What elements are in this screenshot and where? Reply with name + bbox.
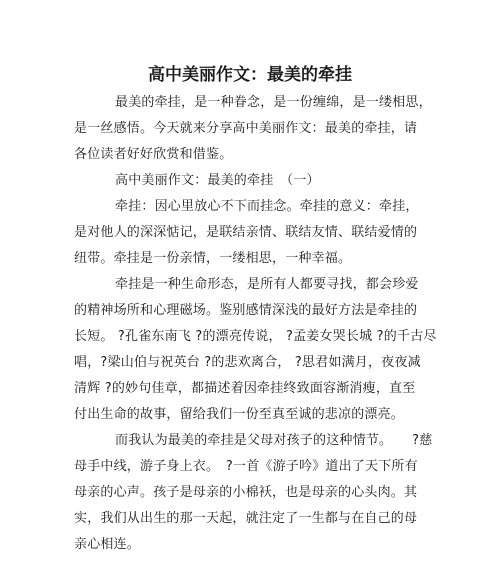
paragraph-line: 各位读者好好欣赏和借鉴。 [74, 147, 233, 162]
paragraph-line: 而我认为最美的牵挂是父母对孩子的这种情节。 ?慈 [115, 433, 433, 448]
paragraph-line: 付出生命的故事，留给我们一份至真至诚的悲凉的漂亮。 [74, 407, 405, 422]
paragraph-line: 唱，?梁山伯与祝英台 ?的悲欢离合， ?思君如满月，夜夜减 [74, 355, 421, 370]
paragraph-line: 是对他人的深深惦记，是联结亲情、联结友情、联结爱情的 [74, 225, 418, 240]
paragraph-line: 亲心相连。 [74, 537, 141, 552]
paragraph-line: 实，我们从出生的那一天起，就注定了一生都与在自己的母 [74, 511, 418, 526]
paragraph-line: 最美的牵挂，是一种眷念，是一份缠绵，是一缕相思， [115, 95, 432, 110]
paragraph-line: 母手中线，游子身上衣。 ?一首《游子吟》道出了天下所有 [74, 459, 418, 474]
section-heading: 高中美丽作文：最美的牵挂 （一） [115, 173, 320, 188]
paragraph-line: 纽带。牵挂是一份亲情，一缕相思，一种幸福。 [74, 251, 352, 266]
paragraph-line: 母亲的心声。孩子是母亲的小棉袄，也是母亲的心头肉。其 [74, 485, 418, 500]
paragraph-line: 牵挂：因心里放心不下而挂念。牵挂的意义：牵挂， [115, 199, 419, 214]
paragraph-line: 的精神场所和心理磁场。鉴别感情深浅的最好方法是牵挂的 [74, 303, 418, 318]
paragraph-line: 清辉 ?的妙句佳章，都描述着因牵挂终致面容渐消瘦，直至 [74, 381, 416, 396]
paragraph-line: 是一丝感悟。今天就来分享高中美丽作文：最美的牵挂，请 [74, 121, 418, 136]
paragraph-line: 长短。 ?孔雀东南飞 ?的漂亮传说， ?孟姜女哭长城 ?的千古尽 [74, 329, 437, 344]
document-title: 高中美丽作文：最美的牵挂 [148, 65, 352, 85]
paragraph-line: 牵挂是一种生命形态，是所有人都要寻找，都会珍爱 [115, 277, 419, 292]
